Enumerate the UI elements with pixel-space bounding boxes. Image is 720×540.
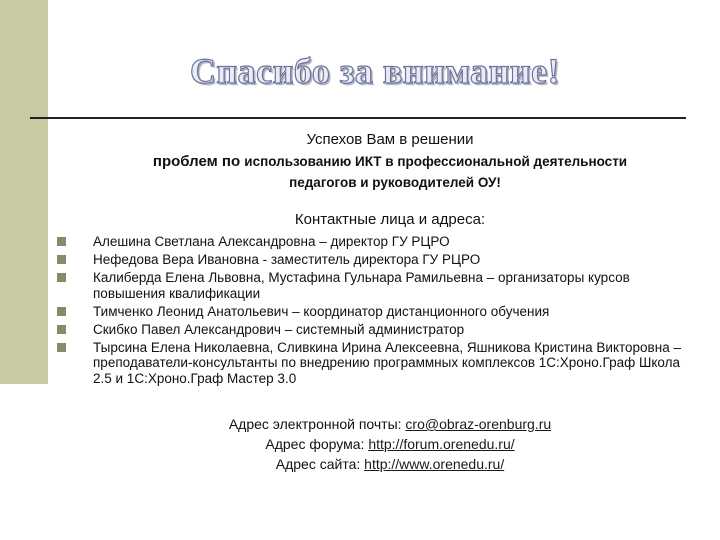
square-bullet-icon — [57, 273, 66, 282]
list-item — [56, 304, 696, 320]
thanks-line-1: Успехов Вам в решении — [306, 131, 474, 148]
square-bullet-icon — [57, 255, 66, 264]
thanks-line-2 — [0, 153, 720, 170]
square-bullet-icon — [57, 237, 66, 246]
list-item — [56, 252, 696, 268]
list-item — [56, 340, 696, 387]
square-bullet-icon — [57, 307, 66, 316]
site-link[interactable]: http://www.orenedu.ru/ — [364, 456, 505, 472]
title-divider — [30, 117, 686, 119]
contact-text: Калиберда Елена Львовна, Мустафина Гульнара Рамильевна – организаторы курсов повышения квалификации — [93, 270, 630, 301]
slide-title: Спасибо за внимание! — [189, 51, 561, 91]
thanks-line-3: педагогов и руководителей ОУ! — [289, 175, 501, 190]
email-row — [60, 414, 720, 434]
thanks-line-2-prefix: проблем по — [152, 153, 245, 170]
email-link[interactable]: cro@obraz-orenburg.ru — [405, 416, 552, 432]
list-item — [56, 322, 696, 338]
forum-link[interactable]: http://forum.orenedu.ru/ — [368, 436, 515, 452]
site-row — [60, 454, 720, 474]
contact-links — [0, 414, 720, 474]
contacts-heading: Контактные лица и адреса: — [294, 211, 486, 228]
contact-text: Алешина Светлана Александровна – директор ГУ РЦРО — [93, 234, 450, 249]
list-item — [56, 234, 696, 250]
square-bullet-icon — [57, 325, 66, 334]
thanks-line-2-bold: использованию ИКТ в профессиональной деятельности — [244, 154, 628, 169]
contact-text: Скибко Павел Александрович – системный администратор — [93, 321, 465, 337]
contact-text: Тимченко Леонид Анатольевич – координатор дистанционного обучения — [93, 303, 550, 319]
contact-text: Тырсина Елена Николаевна, Сливкина Ирина Алексеевна, Яшникова Кристина Викторовна – преподаватели-консультанты по внедрению программных комплексов 1С:Хроно.Граф Школа 2.5 и 1С:Хроно.Граф Мастер 3.0 — [93, 339, 681, 386]
list-item — [56, 270, 696, 301]
contacts-list — [56, 234, 696, 389]
contact-text: Нефедова Вера Ивановна - заместитель директора ГУ РЦРО — [93, 252, 481, 267]
forum-row — [60, 434, 720, 454]
site-label: Адрес сайта: — [275, 456, 365, 472]
square-bullet-icon — [57, 343, 66, 352]
email-label: Адрес электронной почты: — [228, 416, 406, 432]
forum-label: Адрес форума: — [265, 436, 369, 452]
